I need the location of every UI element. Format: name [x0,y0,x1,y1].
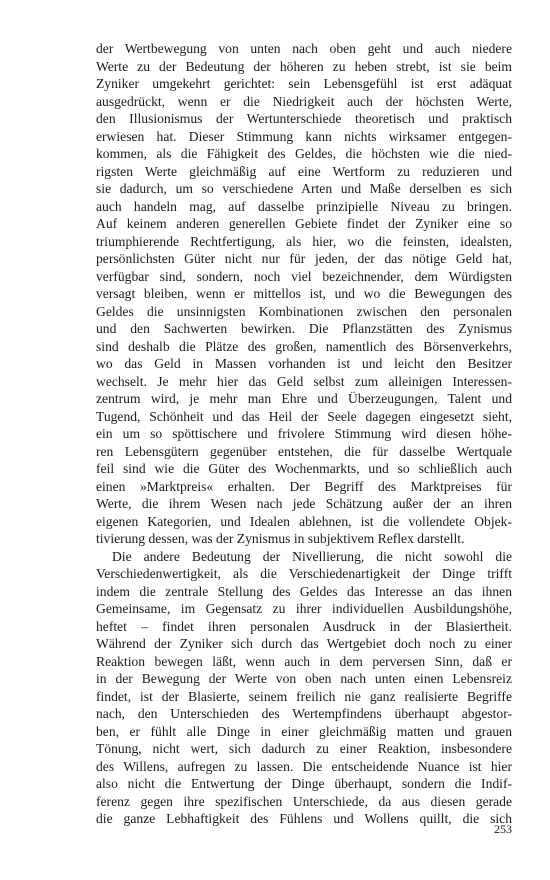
text-line: die ganze Lebhaftigkeit des Fühlens und Wollens quillt, die sich [96,811,512,826]
text-line: zentrum wird, je mehr man Ehre und Überzeugungen, Talent und [96,391,512,406]
text-line: Werte, die ihrem Wesen nach jede Schätzung außer der an ihren [96,496,512,511]
text-line: sind deshalb die Plätze des großen, namentlich des Börsenverkehrs, [96,338,512,354]
text-line: ferenz gegen ihre spezifischen Unterschiede, da aus diesen gerade [96,793,512,809]
text-line: Werte zu der Bedeutung der höheren zu heben strebt, ist sie beim [96,58,512,74]
text-line: ren Lebensgütern gegenüber entstehen, die für dasselbe Wertquale [96,443,512,459]
text-line: Verschiedenwertigkeit, als die Verschiedenartigkeit der Dinge trifft [96,566,512,581]
page-number: 253 [494,822,512,836]
text-line: auch handeln mag, auf dasselbe prinzipielle Niveau zu bringen. [96,198,512,214]
text-line: Gemeinsame, im Gegensatz zu ihrer individuellen Ausbildungshöhe, [96,601,512,616]
text-line: sie dadurch, um so verschiedene Arten und Maße derselben es sich [96,181,512,196]
text-line: also nicht die Entwertung der Dinge überhaupt, sondern die Indif- [96,776,512,791]
text-line: einen »Marktpreis« erhalten. Der Begriff des Marktpreises für [96,478,512,494]
text-line: ben, er fühlt alle Dinge in einer gleichmäßig matten und grauen [96,723,512,739]
text-line: heftet – findet ihren personalen Ausdruck in der Blasiertheit. [96,618,512,634]
text-line: Auf keinem anderen generellen Gebiete findet der Zyniker eine so [96,216,512,231]
text-line: Tugend, Schönheit und das Heil der Seele dagegen eingesetzt sieht, [96,408,512,424]
text-line: ausgedrückt, wenn er die Niedrigkeit auch der höchsten Werte, [96,93,512,109]
text-line: findet, ist der Blasierte, seinem freilich nie ganz realisierte Begriffe [96,688,512,704]
text-line: nach, den Unterschieden des Wertempfindens überhaupt abgestor- [96,706,512,721]
text-line: Während der Zyniker sich durch das Wertgebiet doch noch zu einer [96,636,512,651]
text-line: persönlichsten Güter nicht nur für jeden, der das nötige Geld hat, [96,251,512,266]
text-line: tivierung dessen, was der Zynismus in subjektivem Reflex darstellt. [96,531,465,546]
text-line: indem die zentrale Stellung des Geldes das Interesse an das ihnen [96,583,512,599]
text-line: wechselt. Je mehr hier das Geld selbst zum alleinigen Interessen- [96,373,512,389]
text-line: rigsten Werte gleichmäßig auf eine Wertform zu reduzieren und [96,163,512,179]
text-line: und den Sachwerten bewirken. Die Pflanzstätten des Zynismus [96,321,512,336]
text-line: der Wertbewegung von unten nach oben geht und auch niedere [96,41,512,56]
body-text [96,40,512,828]
text-line: Die andere Bedeutung der Nivellierung, die nicht sowohl die [112,548,512,564]
text-line: Tönung, nicht wert, sich dadurch zu einer Reaktion, insbesondere [96,741,512,756]
text-line: des Willens, aufregen zu lassen. Die entscheidende Nuance ist hier [96,758,512,774]
text-line: kommen, als die Fähigkeit des Geldes, die höchsten wie die nied- [96,146,512,161]
text-line: triumphierende Rechtfertigung, als hier, wo die feinsten, idealsten, [96,233,512,249]
text-line: erwiesen hat. Dieser Stimmung kann nichts wirksamer entgegen- [96,128,512,144]
text-line: eigenen Kategorien, und Idealen ablehnen, ist die vollendete Objek- [96,513,512,529]
text-line: wo das Geld in Massen vorhanden ist und leicht den Besitzer [96,356,512,371]
text-line: in der Bewegung der Werte von oben nach unten einen Lebensreiz [96,671,512,686]
text-line: versagt bleiben, wenn er mittellos ist, und wo die Bewegungen des [96,286,512,301]
text-line: feil sind wie die Güter des Wochenmarkts, und so schließlich auch [96,461,512,476]
text-line: den Illusionismus der Wertunterschiede theoretisch und praktisch [96,111,512,126]
text-line: ein um so spöttischere und frivolere Stimmung wird diesen höhe- [96,426,512,441]
text-line: Geldes die unsinnigsten Kombinationen zwischen den personalen [96,303,512,319]
text-line: verfügbar sind, sondern, noch viel bezeichnender, dem Würdigsten [96,268,512,284]
text-line: Zyniker umgekehrt gerichtet: sein Lebensgefühl ist erst adäquat [96,76,512,91]
text-line: Reaktion bewegen läßt, wenn auch in dem perversen Sinn, daß er [96,653,512,669]
